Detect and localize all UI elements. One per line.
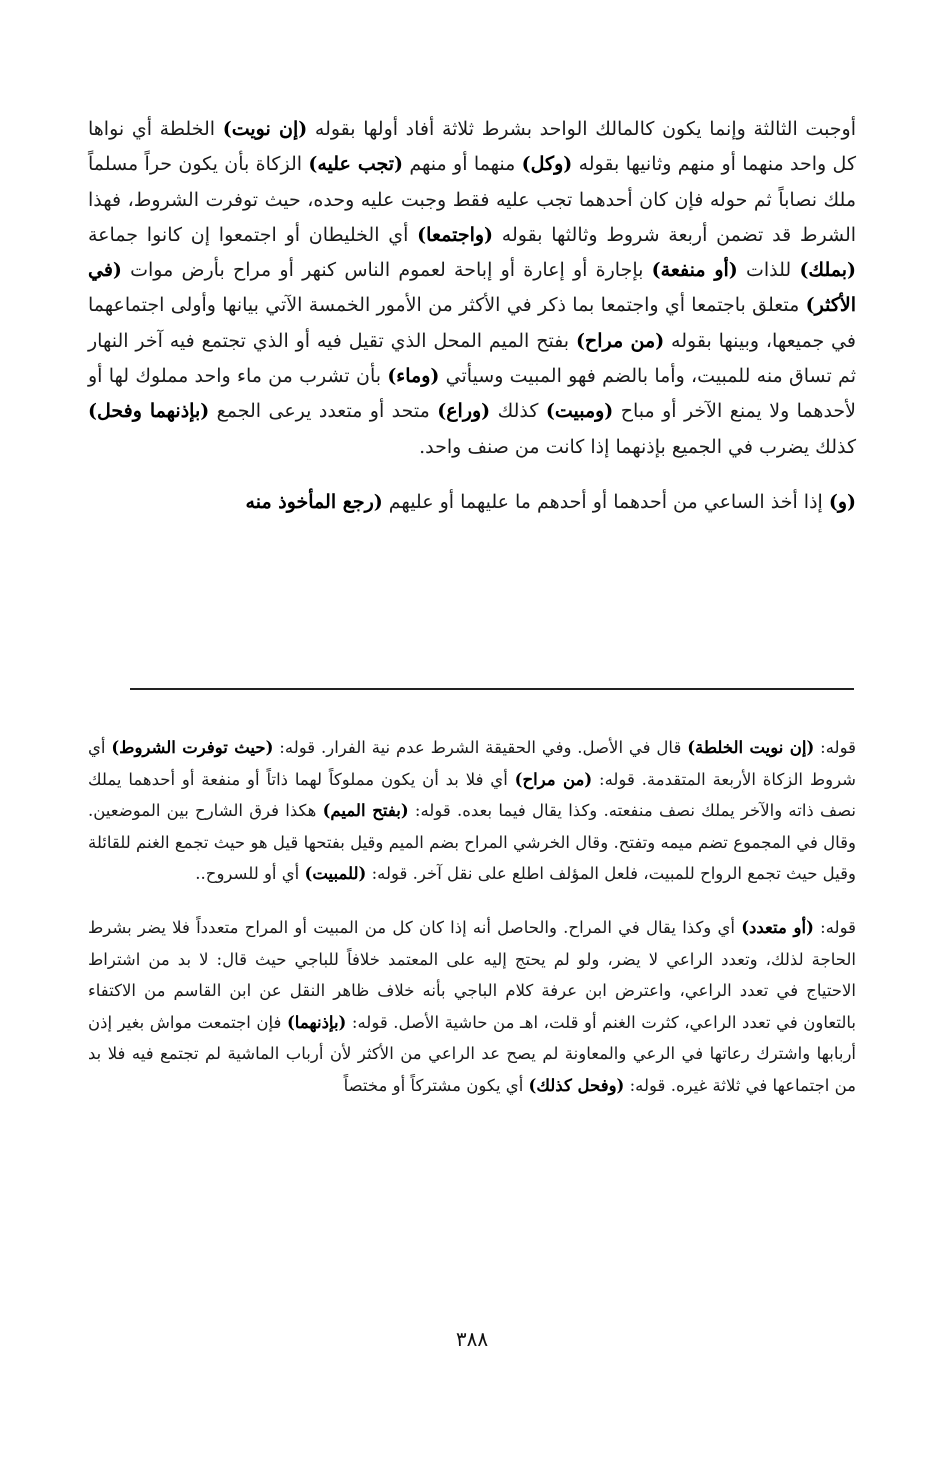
text-run: قال في الأصل. وفي الحقيقة الشرط عدم نية الفرار. قوله: xyxy=(273,738,688,757)
page-number: ٣٨٨ xyxy=(455,1327,489,1351)
footnotes-body xyxy=(88,732,856,1102)
text-run: أي يكون مشتركاً أو مختصاً xyxy=(343,1075,529,1095)
text-run: كذلك xyxy=(490,400,546,423)
text-run: قوله: xyxy=(814,738,856,757)
text-run: بفتح الميم المحل الذي تقيل فيه أو الذي تجتمع فيه آخر النهار ثم تساق منه للمبيت، وأما بالضم فهو المبيت وسيأتي xyxy=(88,329,856,388)
bold-term: (بفتح الميم) xyxy=(322,801,409,821)
bold-term: (بإذنهما وفحل) xyxy=(88,400,210,423)
bold-term: (للمبيت) xyxy=(304,864,367,884)
bold-term: (بإذنهما) xyxy=(287,1012,347,1032)
text-run: قوله: xyxy=(813,917,856,937)
text-run: الزكاة بأن يكون حراً مسلماً ملك نصاباً ثم حوله فإن كان أحدهما تجب عليه فقط وجبت عليه وحده، حيث توفرت الشروط، فهذا الشرط قد تضمن أربعة شروط وثالثها بقوله xyxy=(88,153,857,246)
text-run: أي وكذا يقال في المراح. والحاصل أنه إذا كان كل من المبيت أو المراح متعدداً فلا يضر بشرط الحاجة لذلك، وتعدد الراعي لا يضر، ولو لم يحتج إليه على المعتمد خلافاً للباجي حيث قال: لا بد من اشتراط الاحتياج في تعدد الراعي، واعترض ابن عرفة كلام الباجي بأنه خلاف ظاهر النقل عن ابن القاسم من الاكتفاء بالتعاون في تعدد الراعي، كثرت الغنم أو قلت، اهـ من حاشية الأصل. قوله: xyxy=(88,917,856,1032)
text-run: بإجارة أو إعارة أو إباحة لعموم الناس كنهر أو مراح بأرض موات xyxy=(121,259,652,282)
text-run: هكذا فرق الشارح بين الموضعين. وقال في المجموع تضم ميمه وتفتح. وقال الخرشي المراح بضم الميم وقيل بفتحها قيل هو حيث تجمع الغنم للقائلة وقيل حيث تجمع الرواح للمبيت، فلعل المؤلف اطلع على نقل آخر. قوله: xyxy=(88,801,856,884)
bold-term: (في الأكثر) xyxy=(88,259,856,317)
bold-term: (إن نويت) xyxy=(222,118,308,140)
text-run: إذا أخذ الساعي من أحدهما أو أحدهم ما عليهما أو عليهم xyxy=(382,490,829,513)
text-run: أي الخليطان أو اجتمعوا إن كانوا جماعة xyxy=(88,223,418,246)
bold-term: (رجع المأخوذ منه xyxy=(245,490,383,513)
bold-term: (أو متعدد) xyxy=(741,917,814,937)
bold-term: (إن نويت الخلطة) xyxy=(687,738,815,757)
bold-term: (واجتمعا) xyxy=(417,223,494,246)
bold-term: (وكل) xyxy=(521,153,573,176)
text-run: كذلك يضرب في الجميع بإذنهما إذا كانت من صنف واحد. xyxy=(419,435,856,458)
text-run: أوجبت الثالثة وإنما يكون كالمالك الواحد بشرط ثلاثة أفاد أولها بقوله xyxy=(307,118,856,140)
footnote-separator-line xyxy=(130,688,854,690)
bold-term: (ومبيت) xyxy=(545,400,614,423)
text-run: بأن تشرب من ماء واحد مملوك لها أو لأحدهما ولا يمنع الآخر أو مباح xyxy=(88,365,857,423)
bold-term: (من مراح) xyxy=(514,769,593,789)
bold-term: (و) xyxy=(828,490,856,513)
text-run: الخلطة أي نواها كل واحد منهما أو منهم وثانيها بقوله xyxy=(88,118,856,176)
text-run: أي فلا بد أن يكون مملوكاً لهما ذاتاً أو منفعة أو أحدهما يملك نصف ذاته والآخر يملك نصف منفعته. وكذا يقال فيما بعده. قوله: xyxy=(88,769,857,821)
text-run: أي أو للسروح.. xyxy=(195,864,305,884)
bold-term: (وماء) xyxy=(387,365,440,388)
bold-term: (من مراح) xyxy=(575,329,665,352)
bold-term: (تجب عليه) xyxy=(308,153,404,176)
text-run: أي شروط الزكاة الأربعة المتقدمة. قوله: xyxy=(88,738,857,789)
main-paragraph xyxy=(88,485,856,520)
footnote-paragraph xyxy=(88,732,856,890)
text-run: متعلق باجتمعا أي واجتمعا بما ذكر في الأكثر من الأمور الخمسة الآتي بيانها وأولى اجتماعهما في جميعها، وبينها بقوله xyxy=(88,294,856,352)
bold-term: (وراع) xyxy=(437,400,491,423)
text-run: متحد أو متعدد يرعى الجمع xyxy=(209,400,438,423)
bold-term: (وفحل كذلك) xyxy=(528,1075,625,1095)
bold-term: (بملك) xyxy=(799,259,856,282)
text-run: منهما أو منهم xyxy=(403,153,522,176)
main-text-body xyxy=(88,112,856,520)
footnote-paragraph xyxy=(88,912,856,1102)
main-paragraph xyxy=(88,112,856,465)
text-run: للذات xyxy=(737,259,800,282)
text-run: فإن اجتمعت مواش بغير إذن أربابها واشترك رعاتها في الرعي والمعاونة لم يصح عد الراعي من الأكثر لأن أرباب الماشية لم تجتمع فيه فلا بد من اجتماعها في ثلاثة غيره. قوله: xyxy=(88,1012,856,1095)
bold-term: (أو منفعة) xyxy=(651,259,738,282)
bold-term: (حيث توفرت الشروط) xyxy=(111,738,274,757)
